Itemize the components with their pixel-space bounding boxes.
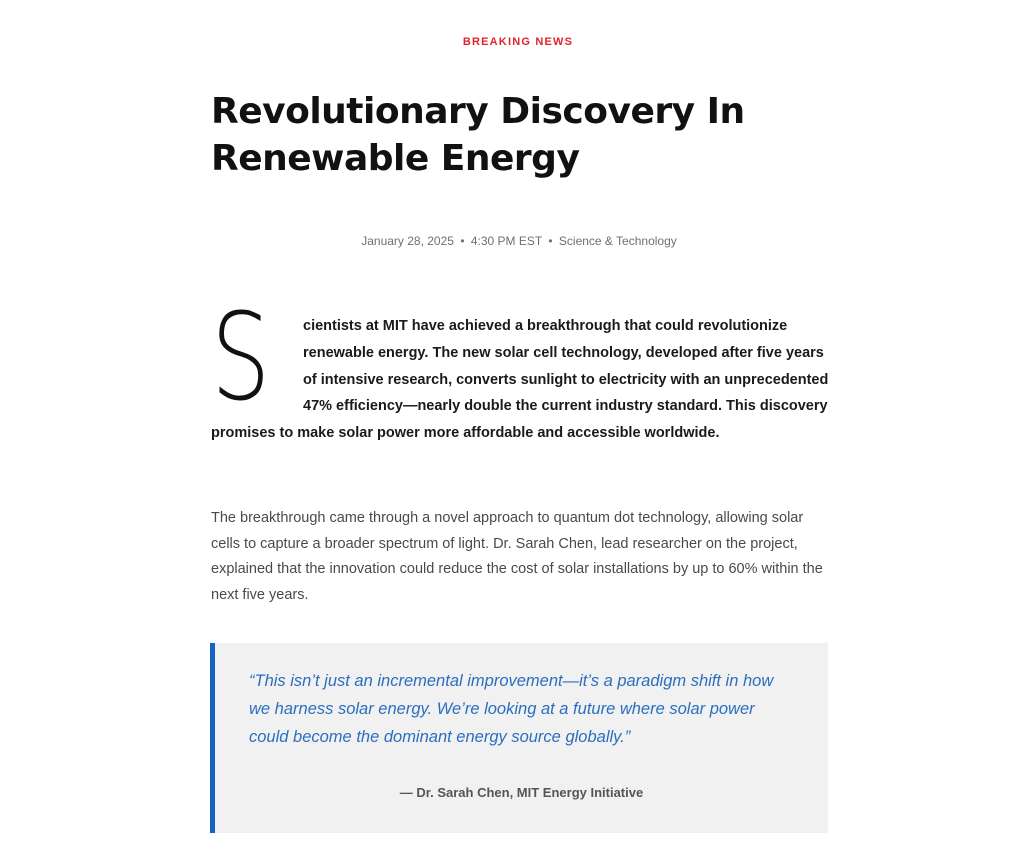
lead-paragraph — [211, 289, 829, 447]
breaking-news-label: BREAKING NEWS — [462, 36, 574, 48]
meta-separator: • — [548, 234, 553, 248]
article-meta — [0, 234, 1024, 248]
meta-separator: • — [460, 234, 465, 248]
article-category[interactable]: Science & Technology — [558, 234, 677, 248]
quote-attribution: — Dr. Sarah Chen, MIT Energy Initiative — [399, 785, 644, 800]
publish-time: 4:30 PM EST — [470, 234, 543, 248]
quote-text: “This isn’t just an incremental improvement—it’s a paradigm shift in how we harness solar energy. We’re looking at a future where solar power could become the dominant energy source globally.” — [249, 672, 774, 746]
article-headline: Revolutionary Discovery In Renewable Energy — [211, 91, 745, 179]
lead-text: cientists at MIT have achieved a breakthrough that could revolutionize renewable energy. The new solar cell technology, developed after five years of intensive research, converts sunlight to electricity with an unprecedented 47% efficiency—nearly double the current industry standard. This discovery promises to make solar power more affordable and accessible worldwide. — [211, 318, 829, 442]
body-paragraph: The breakthrough came through a novel approach to quantum dot technology, allowing solar cells to capture a broader spectrum of light. Dr. Sarah Chen, lead researcher on the project, explained that the innovation could reduce the cost of solar installations by up to 60% within the next five years. — [211, 510, 823, 603]
publish-date: January 28, 2025 — [361, 234, 454, 248]
drop-cap: S — [211, 289, 271, 428]
pull-quote — [210, 643, 828, 833]
